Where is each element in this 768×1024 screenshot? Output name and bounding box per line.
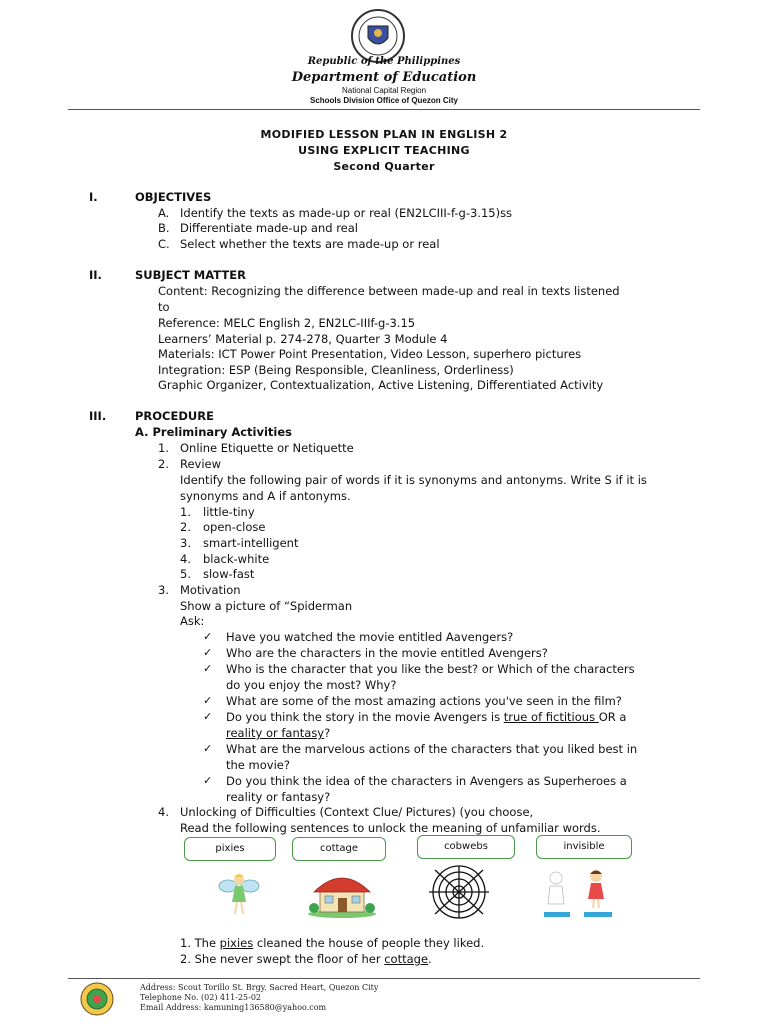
subject-line: Learners’ Material p. 274-278, Quarter 3 Module 4 (158, 332, 448, 346)
pair-text: open-close (203, 520, 266, 534)
objective-letter: B. (158, 221, 170, 235)
checkmark-icon: ✓ (203, 710, 213, 723)
vocab-box-cottage: cottage (292, 837, 386, 861)
subject-line: Materials: ICT Power Point Presentation, Video Lesson, superhero pictures (158, 347, 582, 361)
pixie-picture (218, 868, 260, 918)
header-republic: Republic of the Philippines (307, 56, 461, 67)
footer-address: Address: Scout Torillo St. Brgy. Sacred Heart, Quezon City (140, 983, 379, 992)
question-text: the movie? (226, 758, 290, 772)
procedure-num: III. (89, 409, 107, 423)
checkmark-icon: ✓ (203, 694, 213, 707)
step-num: 4. (158, 805, 169, 819)
vocab-box-pixies: pixies (184, 837, 276, 861)
header-division: Schools Division Office of Quezon City (309, 96, 458, 105)
pair-text: smart-intelligent (203, 536, 299, 550)
question-text: reality or fantasy? (226, 790, 331, 804)
header-region: National Capital Region (341, 86, 427, 95)
pair-text: black-white (203, 552, 270, 566)
subject-num: II. (89, 268, 102, 282)
title-line1: MODIFIED LESSON PLAN IN ENGLISH 2 (260, 128, 508, 141)
pair-text: little-tiny (203, 505, 255, 519)
question-text (226, 710, 626, 725)
invisible-picture (540, 866, 622, 920)
title-line2: USING EXPLICIT TEACHING (298, 144, 470, 157)
pair-num: 3. (180, 536, 191, 550)
step-text: Motivation (180, 583, 241, 597)
step-text: Review (180, 457, 222, 471)
motivation-show: Show a picture of “Spiderman (180, 599, 353, 613)
cobweb-picture (426, 864, 492, 920)
motivation-ask: Ask: (180, 614, 205, 628)
sentence-part: 1. The (180, 936, 220, 950)
question-text: Who are the characters in the movie entitled Avengers? (226, 646, 548, 660)
underlined-phrase: true of fictitious (503, 710, 599, 724)
pair-num: 4. (180, 552, 191, 566)
cottage-picture (306, 868, 378, 918)
question-text: Have you watched the movie entitled Aavengers? (226, 630, 514, 644)
checkmark-icon: ✓ (203, 774, 213, 787)
footer-email: Email Address: kamuning136580@yahoo.com (140, 1003, 327, 1012)
objective-text: Identify the texts as made-up or real (EN2LCIII-f-g-3.15)ss (180, 206, 513, 220)
question-text: do you enjoy the most? Why? (226, 678, 397, 692)
review-instruction: Identify the following pair of words if it is synonyms and antonyms. Write S if it is (180, 473, 647, 487)
header-divider (68, 109, 700, 110)
unlocking-instruction: Read the following sentences to unlock the meaning of unfamiliar words. (180, 821, 601, 835)
footer-divider (68, 978, 700, 979)
objective-letter: C. (158, 237, 170, 251)
step-text: Unlocking of Difficulties (Context Clue/ Pictures) (you choose, (180, 805, 534, 819)
question-text: What are the marvelous actions of the characters that you liked best in (226, 742, 638, 756)
pair-text: slow-fast (203, 567, 255, 581)
step-num: 3. (158, 583, 169, 597)
context-sentence-2 (180, 952, 432, 967)
subject-heading: SUBJECT MATTER (135, 268, 246, 282)
question-text: What are some of the most amazing actions you've seen in the film? (226, 694, 622, 708)
question-text: Do you think the idea of the characters in Avengers as Superheroes a (226, 774, 627, 788)
sentence-part: . (428, 952, 432, 966)
subject-line: Content: Recognizing the difference between made-up and real in texts listened (158, 284, 620, 298)
checkmark-icon: ✓ (203, 662, 213, 675)
objective-letter: A. (158, 206, 170, 220)
question-text: Who is the character that you like the best? or Which of the characters (226, 662, 635, 676)
sentence-part: 2. She never swept the floor of her (180, 952, 385, 966)
title-line3: Second Quarter (333, 160, 435, 173)
step-num: 2. (158, 457, 169, 471)
subject-line: Graphic Organizer, Contextualization, Active Listening, Differentiated Activity (158, 378, 604, 392)
question-part: Do you think the story in the movie Avengers is (226, 710, 504, 724)
underlined-phrase: reality or fantasy (226, 726, 325, 740)
question-part: ? (324, 726, 331, 740)
subject-line: Reference: MELC English 2, EN2LC-IIIf-g-3.15 (158, 316, 416, 330)
checkmark-icon: ✓ (203, 630, 213, 643)
footer-phone: Telephone No. (02) 411-25-02 (140, 993, 262, 1002)
vocab-box-cobwebs: cobwebs (417, 835, 515, 859)
subject-line: to (158, 300, 170, 314)
question-part: OR a (598, 710, 627, 724)
review-instruction: synonyms and A if antonyms. (180, 489, 351, 503)
pair-num: 2. (180, 520, 191, 534)
objective-text: Select whether the texts are made-up or real (180, 237, 440, 251)
checkmark-icon: ✓ (203, 646, 213, 659)
procedure-sub-a: A. Preliminary Activities (135, 425, 292, 439)
step-num: 1. (158, 441, 169, 455)
pair-num: 5. (180, 567, 191, 581)
subject-line: Integration: ESP (Being Responsible, Cleanliness, Orderliness) (158, 363, 514, 377)
underlined-word: pixies (219, 936, 254, 950)
pair-num: 1. (180, 505, 191, 519)
school-logo-icon (80, 982, 114, 1016)
step-text: Online Etiquette or Netiquette (180, 441, 354, 455)
procedure-heading: PROCEDURE (135, 409, 214, 423)
underlined-word: cottage (384, 952, 429, 966)
header-deped: Department of Education (291, 70, 477, 85)
objectives-num: I. (89, 190, 98, 204)
checkmark-icon: ✓ (203, 742, 213, 755)
vocab-box-invisible: invisible (536, 835, 632, 859)
question-text (226, 726, 330, 741)
context-sentence-1 (180, 936, 484, 951)
objectives-heading: OBJECTIVES (135, 190, 212, 204)
objective-text: Differentiate made-up and real (180, 221, 358, 235)
sentence-part: cleaned the house of people they liked. (253, 936, 485, 950)
